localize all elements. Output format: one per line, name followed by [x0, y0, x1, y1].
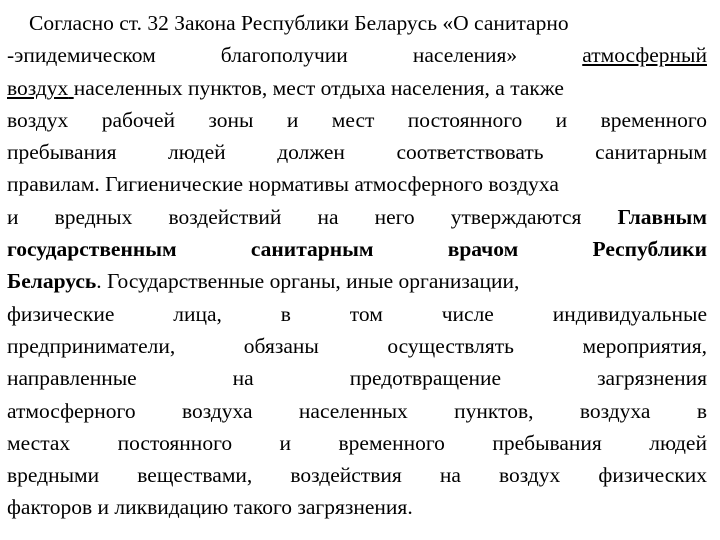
word: обязаны — [243, 333, 319, 358]
word: мест — [331, 107, 375, 132]
word: пунктов, — [454, 398, 534, 423]
word: вредными — [7, 463, 100, 488]
word: Республики — [592, 237, 707, 262]
word: том — [349, 301, 383, 326]
word: осуществлять — [387, 333, 514, 358]
text-line-13 — [7, 395, 707, 427]
word: населенных — [298, 398, 408, 423]
text-line-11 — [7, 330, 707, 362]
text-segment: населенных пунктов, мест отдыха населения, а также — [73, 75, 564, 100]
word: на — [317, 204, 339, 229]
text-line-16 — [7, 491, 707, 523]
word: рабочей — [101, 107, 175, 132]
word: и — [286, 107, 299, 132]
text-segment: . Государственные органы, иные организации, — [96, 269, 520, 294]
word: санитарным — [595, 140, 707, 165]
word: воздуха — [579, 398, 651, 423]
bold-term: Беларусь — [7, 269, 97, 294]
text-segment: Согласно ст. 32 Закона Республики Беларусь «О санитарно — [29, 11, 569, 35]
word: государственным — [7, 237, 177, 262]
text-line-14 — [7, 427, 707, 459]
word: атмосферного — [7, 398, 136, 423]
word: на — [439, 463, 461, 488]
word: постоянного — [117, 430, 233, 455]
text-line-7 — [7, 201, 707, 233]
word: воздух — [7, 107, 69, 132]
word: соответствовать — [396, 140, 544, 165]
word: пребывания — [7, 140, 117, 165]
word: индивидуальные — [552, 301, 707, 326]
bold-term: Главным — [617, 204, 707, 229]
word: временного — [338, 430, 445, 455]
word: на — [232, 366, 254, 391]
word: в — [280, 301, 291, 326]
underlined-term: воздух — [7, 75, 69, 100]
word: предотвращение — [349, 366, 502, 391]
text-line-3 — [7, 72, 707, 104]
text-line-4 — [7, 104, 707, 136]
word: направленные — [7, 366, 137, 391]
text-segment: правилам. Гигиенические нормативы атмосферного воздуха — [7, 172, 559, 197]
text-segment: -эпидемическом — [7, 43, 156, 68]
word: и — [555, 107, 568, 132]
word: постоянного — [407, 107, 523, 132]
word: воздействия — [290, 463, 402, 488]
word: предприниматели, — [7, 333, 176, 358]
text-line-9 — [7, 265, 707, 297]
text-segment: факторов и ликвидацию такого загрязнения. — [7, 495, 413, 520]
word: физических — [598, 463, 707, 488]
word: воздух — [499, 463, 561, 488]
word: зоны — [208, 107, 254, 132]
word: веществами, — [137, 463, 253, 488]
word: числе — [441, 301, 494, 326]
word: врачом — [447, 237, 519, 262]
word: мероприятия, — [582, 333, 707, 358]
word: вредных — [54, 204, 133, 229]
word: пребывания — [492, 430, 602, 455]
word: временного — [600, 107, 707, 132]
word: людей — [649, 430, 707, 455]
text-line-15 — [7, 459, 707, 491]
word: и — [279, 430, 292, 455]
text-segment: населения» — [412, 43, 518, 68]
text-segment: благополучии — [220, 43, 348, 68]
word: воздуха — [181, 398, 253, 423]
word: физические — [7, 301, 115, 326]
word: людей — [168, 140, 226, 165]
word: в — [696, 398, 707, 423]
word: санитарным — [250, 237, 374, 262]
word: загрязнения — [597, 366, 707, 391]
text-line-8 — [7, 233, 707, 265]
word: лица, — [173, 301, 222, 326]
word: и — [7, 204, 19, 229]
word: воздействий — [168, 204, 282, 229]
legal-paragraph — [7, 7, 707, 524]
text-line-1 — [7, 7, 707, 39]
underlined-term: атмосферный — [582, 43, 707, 68]
text-line-12 — [7, 362, 707, 394]
word: местах — [7, 430, 71, 455]
text-line-10 — [7, 298, 707, 330]
word: него — [374, 204, 415, 229]
text-line-6 — [7, 168, 707, 200]
word: утверждаются — [450, 204, 582, 229]
text-line-2 — [7, 39, 707, 71]
word: должен — [277, 140, 345, 165]
text-line-5 — [7, 136, 707, 168]
